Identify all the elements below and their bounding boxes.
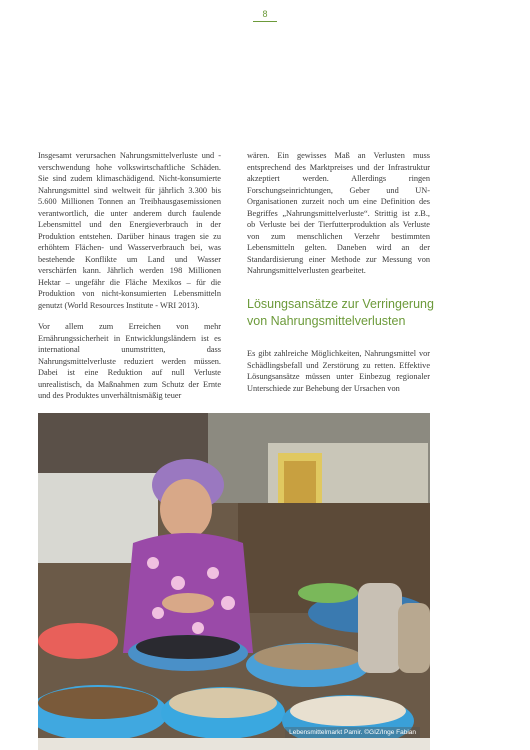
section-heading: Lösungsansätze zur Verringerung von Nahrungsmittelverlusten [247, 297, 434, 328]
right-text-column-lower [247, 348, 430, 394]
photo-caption: Lebensmittelmarkt Pamir. ©GIZ/Inge Fabian [285, 727, 420, 738]
right-text-column [247, 150, 430, 287]
market-photo-illustration [38, 413, 430, 750]
right-paragraph-1: wären. Ein gewisses Maß an Verlusten muss entsprechend des Marktpreises und der Infrastruktur akzeptiert werden. Allerdings ringen Forschungseinrichtungen, Geber und UN-Organisationen zurzeit noch um eine Definition des Begriffes „Nahrungsmittelverluste“. Strittig ist z.B., ob Verluste bei der Tierfutterproduktion als Verluste von zum menschlichen Verzehr bestimmten Lebensmitteln gelten. Daneben wird an der Standardisierung einer Methode zur Messung von Nahrungsmittelverlusten gearbeitet. [247, 151, 430, 275]
left-text-column [38, 150, 221, 412]
right-paragraph-2: Es gibt zahlreiche Möglichkeiten, Nahrungsmittel vor Schädlingsbefall und Zerstörung zu retten. Effektive Lösungsansätze müssen unter Einbezug regionaler Unterschiede zur Behebung der Ursachen von [247, 349, 430, 393]
left-paragraph-2: Vor allem zum Erreichen von mehr Ernährungssicherheit in Entwicklungsländern ist es international unumstritten, dass Nahrungsmittelverluste reduziert werden müssen. Dabei ist eine Reduktion auf null Verluste unrealistisch, da Maßnahmen zum Schutz der Ernte und des Produktes unverhältnismäßig teuer [38, 322, 221, 400]
market-photo [38, 413, 430, 750]
left-paragraph-1: Insgesamt verursachen Nahrungsmittelverluste und -verschwendung hohe volkswirtschaftliche Schäden. Sie sind zudem klimaschädigend. Nicht-konsumierte Nahrungsmittel sind weltweit für jährlich 3.300 bis 5.600 Millionen Tonnen an Treibhausgasemissionen verantwortlich, die unter anderem durch faulende Lebensmittel und den Energieverbrauch in der Produktion entstehen. Darüber hinaus tragen sie zu erhöhtem Flächen- und Wasserverbrauch bei, was bestehende Konflikte um Land und Wasser verschärfen kann. Jährlich werden 198 Millionen Hektar – ungefähr die Fläche Mexikos – für die Produktion von nicht-konsumierten Lebensmitteln genutzt (World Resources Institute - WRI 2013). [38, 151, 221, 310]
page-number-rule [253, 21, 277, 22]
page-number: 8 [262, 9, 268, 19]
